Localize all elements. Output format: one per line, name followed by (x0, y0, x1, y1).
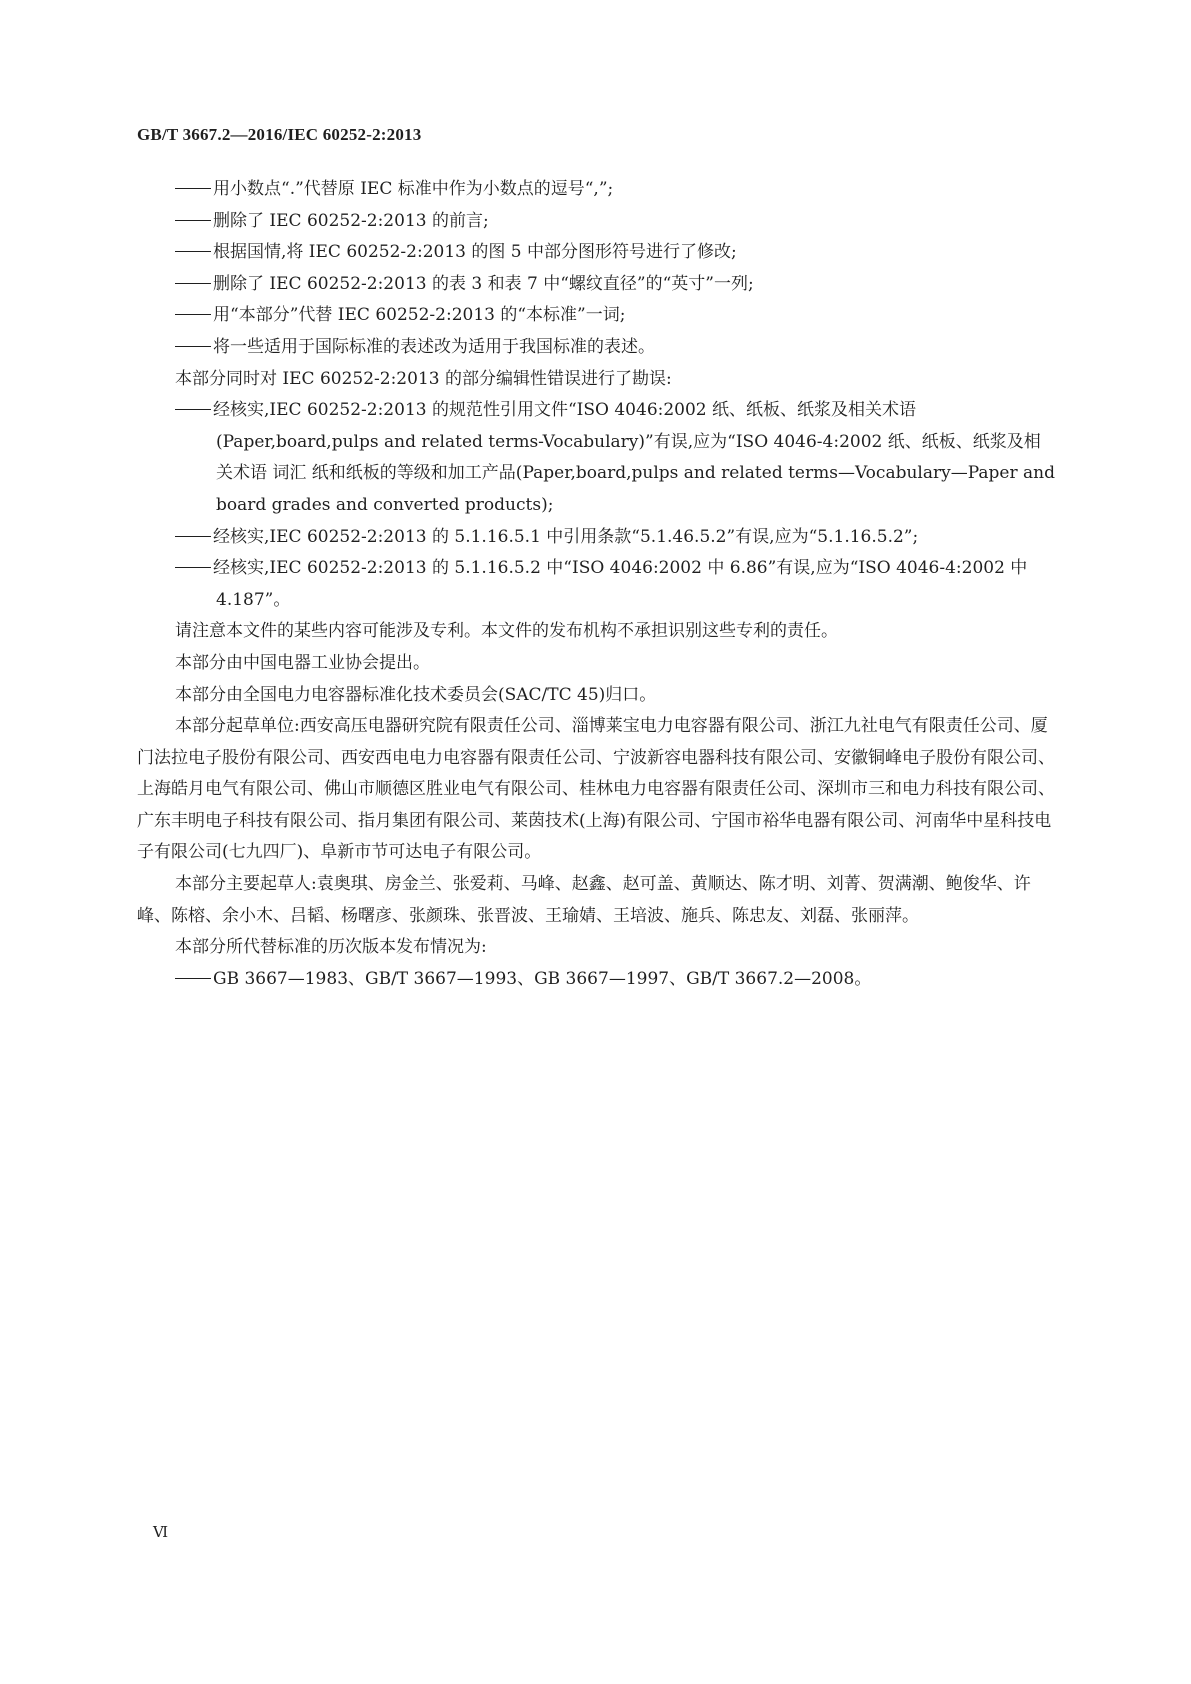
correction-item: 经核实,IEC 60252-2:2013 的规范性引用文件“ISO 4046:2002 纸、纸板、纸浆及相关术语(Paper,board,pulps and related terms-Vocabulary)”有误,应为“ISO 4046-4:2002 纸、纸板、纸浆及相关术语 词汇 纸和纸板的等级和加工产品(Paper,board,pulps and related terms—Vocabulary—Paper and board grades and converted products); (175, 395, 1055, 521)
drafting-units: 本部分起草单位:西安高压电器研究院有限责任公司、淄博莱宝电力电容器有限公司、浙江九社电气有限责任公司、厦门法拉电子股份有限公司、西安西电电力电容器有限责任公司、宁波新容电器科技有限公司、安徽铜峰电子股份有限公司、上海皓月电气有限公司、佛山市顺德区胜业电气有限公司、桂林电力电容器有限责任公司、深圳市三和电力科技有限公司、广东丰明电子科技有限公司、指月集团有限公司、莱茵技术(上海)有限公司、宁国市裕华电器有限公司、河南华中星科技电子有限公司(七九四厂)、阜新市节可达电子有限公司。 (137, 716, 1055, 863)
proposed-by: 本部分由中国电器工业协会提出。 (175, 652, 430, 673)
dash-mark (175, 409, 211, 410)
dash-mark (175, 978, 211, 979)
dash-mark (175, 283, 211, 284)
dash-mark (175, 314, 211, 315)
change-item: 删除了 IEC 60252-2:2013 的前言; (175, 206, 1055, 238)
dash-mark (175, 346, 211, 347)
dash-mark (175, 251, 211, 252)
drafters: 本部分主要起草人:袁奥琪、房金兰、张爱莉、马峰、赵鑫、赵可盖、黄顺达、陈才明、刘菁、贺满潮、鲍俊华、许峰、陈榕、余小木、吕韬、杨曙彦、张颜珠、张晋波、王瑜婧、王培波、施兵、陈忠友、刘磊、张丽萍。 (137, 874, 1031, 926)
dash-mark (175, 188, 211, 189)
change-item: 删除了 IEC 60252-2:2013 的表 3 和表 7 中“螺纹直径”的“英寸”一列; (175, 269, 1055, 301)
change-item: 根据国情,将 IEC 60252-2:2013 的图 5 中部分图形符号进行了修改; (175, 237, 1055, 269)
document-body (137, 174, 1055, 995)
history-item: GB 3667—1983、GB/T 3667—1993、GB 3667—1997、GB/T 3667.2—2008。 (175, 964, 1055, 996)
centralized-by: 本部分由全国电力电容器标准化技术委员会(SAC/TC 45)归口。 (175, 684, 657, 705)
corrections-intro: 本部分同时对 IEC 60252-2:2013 的部分编辑性错误进行了勘误: (175, 368, 672, 389)
history-intro: 本部分所代替标准的历次版本发布情况为: (175, 937, 487, 958)
correction-item: 经核实,IEC 60252-2:2013 的 5.1.16.5.2 中“ISO 4046:2002 中 6.86”有误,应为“ISO 4046-4:2002 中 4.187”。 (175, 553, 1055, 616)
change-item: 用“本部分”代替 IEC 60252-2:2013 的“本标准”一词; (175, 300, 1055, 332)
dash-mark (175, 567, 211, 568)
standard-code-header: GB/T 3667.2—2016/IEC 60252-2:2013 (137, 125, 422, 144)
correction-item: 经核实,IEC 60252-2:2013 的 5.1.16.5.1 中引用条款“5.1.46.5.2”有误,应为“5.1.16.5.2”; (175, 522, 1055, 554)
change-item: 将一些适用于国际标准的表述改为适用于我国标准的表述。 (175, 332, 1055, 364)
page-number: Ⅵ (153, 1525, 169, 1541)
dash-mark (175, 536, 211, 537)
change-item: 用小数点“.”代替原 IEC 标准中作为小数点的逗号“,”; (175, 174, 1055, 206)
dash-mark (175, 220, 211, 221)
patent-notice: 请注意本文件的某些内容可能涉及专利。本文件的发布机构不承担识别这些专利的责任。 (175, 621, 838, 642)
